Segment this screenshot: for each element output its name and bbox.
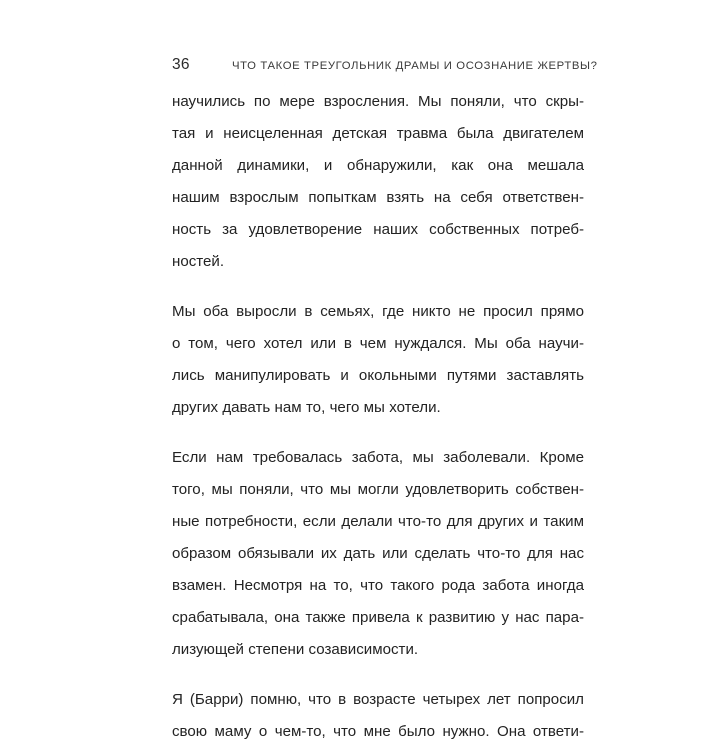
text-line: Если нам требовалась забота, мы заболевали. Кроме (172, 449, 584, 466)
running-head-title: ЧТО ТАКОЕ ТРЕУГОЛЬНИК ДРАМЫ И ОСОЗНАНИЕ ЖЕРТВЫ? (232, 60, 598, 72)
text-line: Мы оба выросли в семьях, где никто не просил прямо (172, 303, 584, 320)
text-line: ные потребности, если делали что-то для других и таким (172, 513, 584, 530)
text-line: других давать нам то, чего мы хотели. (172, 399, 441, 416)
text-line: того, мы поняли, что мы могли удовлетворить собствен- (172, 481, 584, 498)
paragraph-2 (172, 296, 584, 424)
text-line: Я (Барри) помню, что в возрасте четырех лет попросил (172, 691, 584, 708)
paragraph-4 (172, 684, 584, 748)
text-line: образом обязывали их дать или сделать что-то для нас (172, 545, 584, 562)
text-line: срабатывала, она также привела к развитию у нас пара- (172, 609, 584, 626)
paragraph-1 (172, 86, 584, 278)
page-number: 36 (172, 56, 190, 73)
text-line: свою маму о чем-то, что мне было нужно. Она ответи- (172, 723, 584, 740)
text-line: лизующей степени созависимости. (172, 641, 419, 658)
text-line: о том, чего хотел или в чем нуждался. Мы оба научи- (172, 335, 584, 352)
text-line: ностей. (172, 253, 225, 270)
text-line: лись манипулировать и окольными путями заставлять (172, 367, 584, 384)
running-head (172, 56, 598, 74)
body-text-block (172, 86, 584, 748)
text-line: данной динамики, и обнаружили, как она мешала (172, 157, 584, 174)
text-line: ность за удовлетворение наших собственных потреб- (172, 221, 584, 238)
paragraph-3 (172, 442, 584, 666)
text-line: научились по мере взросления. Мы поняли, что скры- (172, 93, 584, 110)
text-line: взамен. Несмотря на то, что такого рода забота иногда (172, 577, 584, 594)
text-line: тая и неисцеленная детская травма была двигателем (172, 125, 584, 142)
text-line: нашим взрослым попыткам взять на себя ответствен- (172, 189, 584, 206)
